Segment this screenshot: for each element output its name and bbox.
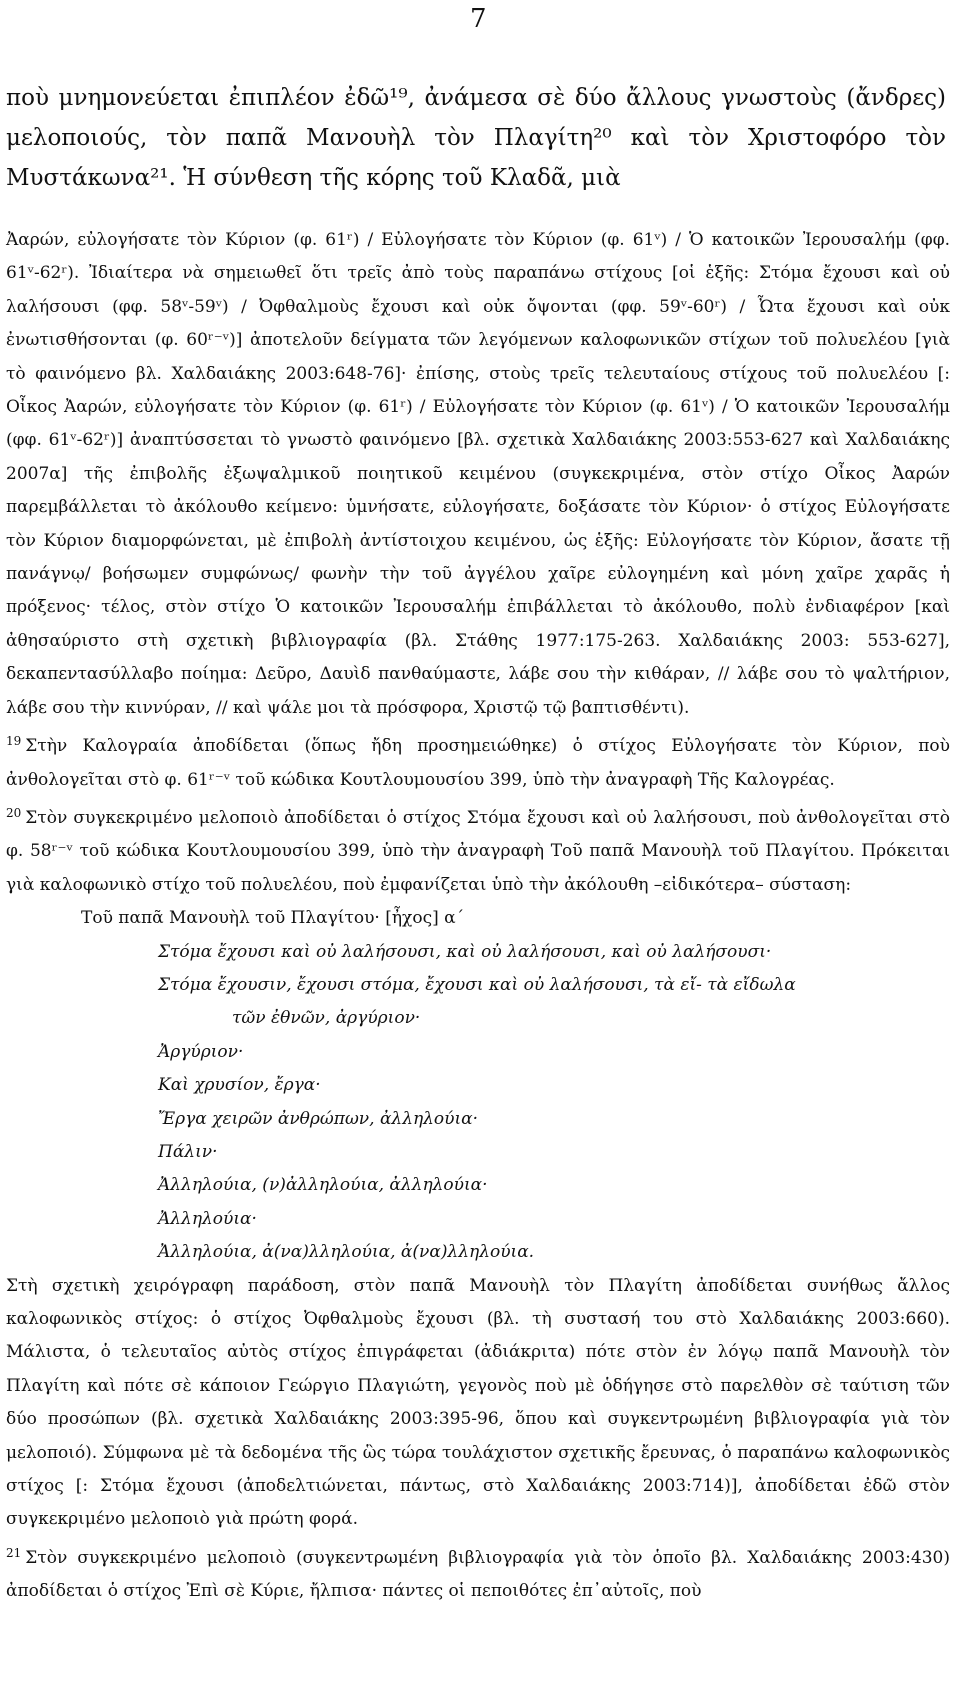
footnote-text: Στὴν Καλογραία ἀποδίδεται (ὅπως ἤδη προσημειώθηκε) ὁ στίχος Εὐλογήσατε τὸν Κύριον, ποὺ ἀνθολογεῖται στὸ φ. 61ʳ⁻ᵛ τοῦ κώδικα Κουτλουμουσίου 399, ὑπὸ τὴν ἀναγραφὴ Τῆς Καλογρέας.: [6, 736, 950, 790]
footnote-text: Στὸν συγκεκριμένο μελοποιὸ (συγκεντρωμένη βιβλιογραφία γιὰ τὸν ὁποῖο βλ. Χαλδαιάκης 2003:430) ἀποδίδεται ὁ στίχος Ἐπὶ σὲ Κύριε, ἤλπισα· πάντες οἱ πεποιθότες ἐπ᾽αὐτοῖς, ποὺ: [6, 1547, 950, 1602]
footnote-21: [6, 1537, 950, 1609]
main-paragraph: ποὺ μνημονεύεται ἐπιπλέον ἐδῶ¹⁹, ἀνάμεσα σὲ δύο ἄλλους γνωστοὺς (ἄνδρες) μελοποιούς, τὸν παπᾶ Μανουὴλ τὸν Πλαγίτη²⁰ καὶ τὸν Χριστοφόρο τὸν Μυστάκωνα²¹. Ἡ σύνθεση τῆς κόρης τοῦ Κλαδᾶ, μιὰ: [6, 85, 946, 191]
verse-line: Ἔργα χειρῶν ἀνθρώπων, ἀλληλούια·: [158, 1108, 479, 1129]
footnote-number: 20: [6, 805, 22, 820]
verse-line: Ἀργύριον·: [158, 1041, 244, 1062]
verse-heading: Τοῦ παπᾶ Μανουὴλ τοῦ Πλαγίτου· [ἦχος] α΄: [81, 908, 465, 929]
verse-line: Ἀλληλούια·: [158, 1208, 257, 1229]
footnote-number: 21: [6, 1545, 22, 1560]
footnote-19: [6, 725, 950, 797]
verse-line: Ἀλληλούια, (ν)ἀλληλούια, ἀλληλούια·: [158, 1175, 488, 1196]
footnote-text: Στὸν συγκεκριμένο μελοποιὸ ἀποδίδεται ὁ στίχος Στόμα ἔχουσι καὶ οὐ λαλήσουσι, ποὺ ἀνθολογεῖται στὸ φ. 58ʳ⁻ᵛ τοῦ κώδικα Κουτλουμουσίου 399, ὑπὸ τὴν ἀναγραφὴ Τοῦ παπᾶ Μανουὴλ τοῦ Πλαγίτου. Πρόκειται γιὰ καλοφωνικὸ στίχο τοῦ πολυελέου, ποὺ ἐμφανίζεται ὑπὸ τὴν ἀκόλουθη –εἰδικότερα– σύσταση:: [6, 807, 950, 895]
page-number: 7: [470, 4, 487, 34]
footnote-20: [6, 797, 950, 902]
verse-line: Ἀλληλούια, ἀ(να)λληλούια, ἀ(να)λληλούια.: [158, 1242, 535, 1263]
verse-line: Καὶ χρυσίον, ἔργα·: [158, 1075, 321, 1096]
footnote-20-continuation: Στὴ σχετικὴ χειρόγραφη παράδοση, στὸν παπᾶ Μανουὴλ τὸν Πλαγίτη ἀποδίδεται συνήθως ἄλλος καλοφωνικὸς στίχος: ὁ στίχος Ὀφθαλμοὺς ἔχουσι (βλ. τὴ συστασή του στὸ Χαλδαιάκης 2003:660). Μάλιστα, ὁ τελευταῖος αὐτὸς στίχος ἐπιγράφεται (ἀδιάκριτα) πότε στὸν ἐν λόγῳ παπᾶ Μανουὴλ τὸν Πλαγίτη καὶ πότε σὲ κάποιον Γεώργιο Πλαγιώτη, γεγονὸς ποὺ μὲ ὁδήγησε στὸ παρελθὸν σὲ ταύτιση τῶν δύο προσώπων (βλ. σχετικὰ Χαλδαιάκης 2003:395-96, ὅπου καὶ συγκεντρωμένη βιβλιογραφία γιὰ τὸν μελοποιό). Σύμφωνα μὲ τὰ δεδομένα τῆς ὣς τώρα τουλάχιστον σχετικῆς ἔρευνας, ὁ παραπάνω καλοφωνικὸς στίχος [: Στόμα ἔχουσι (ἀποδελτιώνεται, πάντως, στὸ Χαλδαιάκης 2003:714)], ἀποδίδεται ἐδῶ στὸν συγκεκριμένο μελοποιὸ γιὰ πρώτη φορά.: [6, 1275, 950, 1530]
verse-line: τῶν ἐθνῶν, ἀργύριον·: [232, 1008, 421, 1029]
footnotes: [6, 224, 950, 1609]
verse-line: Στόμα ἔχουσιν, ἔχουσι στόμα, ἔχουσι καὶ οὐ λαλήσουσι, τὰ εἴ- τὰ εἴδωλα: [158, 974, 796, 995]
footnote-18-continuation: Ἀαρών, εὐλογήσατε τὸν Κύριον (φ. 61ʳ) / Εὐλογήσατε τὸν Κύριον (φ. 61ᵛ) / Ὁ κατοικῶν Ἰερουσαλήμ (φφ. 61ᵛ-62ʳ). Ἰδιαίτερα νὰ σημειωθεῖ ὅτι τρεῖς ἀπὸ τοὺς παραπάνω στίχους [οἱ ἑξῆς: Στόμα ἔχουσι καὶ οὐ λαλήσουσι (φφ. 58ᵛ-59ᵛ) / Ὀφθαλμοὺς ἔχουσι καὶ οὐκ ὄψονται (φφ. 59ᵛ-60ʳ) / Ὦτα ἔχουσι καὶ οὐκ ἐνωτισθήσονται (φ. 60ʳ⁻ᵛ)] ἀποτελοῦν δείγματα τῶν λεγόμενων καλοφωνικῶν στίχων τοῦ πολυελέου [γιὰ τὸ φαινόμενο βλ. Χαλδαιάκης 2003:648-76]· ἐπίσης, στοὺς τρεῖς τελευταίους στίχους τοῦ πολυελέου [: Οἶκος Ἀαρών, εὐλογήσατε τὸν Κύριον (φ. 61ʳ) / Εὐλογήσατε τὸν Κύριον (φ. 61ᵛ) / Ὁ κατοικῶν Ἰερουσαλήμ (φφ. 61ᵛ-62ʳ)] ἀναπτύσσεται τὸ γνωστὸ φαινόμενο [βλ. σχετικὰ Χαλδαιάκης 2003:553-627 καὶ Χαλδαιάκης 2007α] τῆς ἐπιβολῆς ἐξωψαλμικοῦ ποιητικοῦ κειμένου (συγκεκριμένα, στὸν στίχο Οἶκος Ἀαρών παρεμβάλλεται τὸ ἀκόλουθο κείμενο: ὑμνήσατε, εὐλογήσατε, δοξάσατε τὸν Κύριον· ὁ στίχος Εὐλογήσατε τὸν Κύριον διαμορφώνεται, μὲ ἐπιβολὴ ἀντίστοιχου κειμένου, ὡς ἑξῆς: Εὐλογήσατε τὸν Κύριον, ἄσατε τῇ πανάγνῳ/ βοήσωμεν συμφώνως/ φωνὴν τὴν τοῦ ἀγγέλου χαῖρε εὐλογημένη καὶ μόνη χαῖρε χαρᾶς ἡ πρόξενος· τέλος, στὸν στίχο Ὁ κατοικῶν Ἰερουσαλήμ ἐπιβάλλεται τὸ ἀκόλουθο, πολὺ ἐνδιαφέρον [καὶ ἀθησαύριστο στὴ σχετικὴ βιβλιογραφία (βλ. Στάθης 1977:175-263. Χαλδαιάκης 2003: 553-627], δεκαπεντασύλλαβο ποίημα: Δεῦρο, Δαυὶδ πανθαύμαστε, λάβε σου τὴν κιθάραν, // λάβε σου τὸ ψαλτήριον, λάβε σου τὴν κιννύραν, // καὶ ψάλε μοι τὰ πρόσφορα, Χριστῷ τῷ βαπτισθέντι).: [6, 230, 950, 718]
verse-line: Στόμα ἔχουσι καὶ οὐ λαλήσουσι, καὶ οὐ λαλήσουσι, καὶ οὐ λαλήσουσι·: [158, 941, 772, 962]
footnote-number: 19: [6, 734, 22, 749]
verse-line: Πάλιν·: [158, 1141, 218, 1162]
